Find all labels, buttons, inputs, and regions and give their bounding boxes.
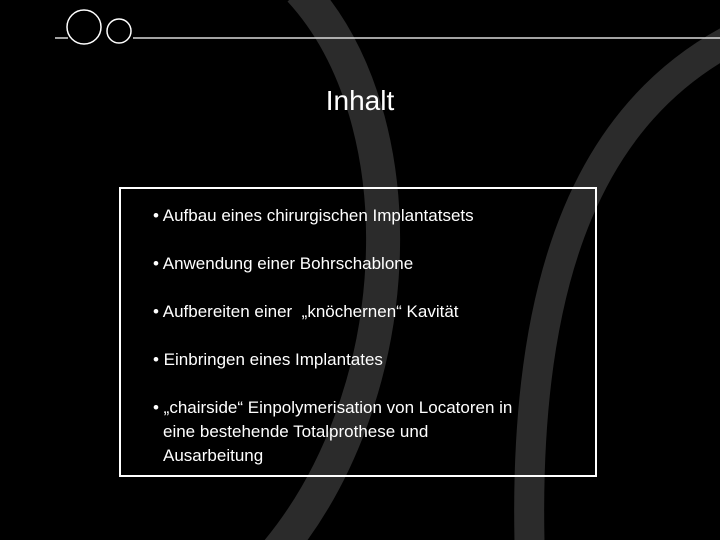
bullet-list: [153, 204, 593, 492]
bullet-item: [153, 300, 593, 324]
header-circle-small: [107, 19, 131, 43]
slide-title: Inhalt: [325, 85, 395, 116]
bullet-text: • Aufbau eines chirurgischen Implantatsets: [153, 206, 474, 225]
bullet-text-continuation: Ausarbeitung: [163, 446, 264, 465]
header-decoration: [0, 0, 720, 60]
bullet-item: [153, 348, 593, 372]
header-circle-large: [67, 10, 101, 44]
bullet-text: • Anwendung einer Bohrschablone: [153, 254, 414, 273]
bullet-item: [153, 204, 593, 228]
bullet-item: [153, 252, 593, 276]
bullet-text: • Aufbereiten einer „knöchernen“ Kavität: [153, 302, 459, 321]
bullet-text: • Einbringen eines Implantates: [153, 350, 383, 369]
bullet-text-continuation: eine bestehende Totalprothese und: [163, 422, 429, 441]
bullet-text: • „chairside“ Einpolymerisation von Locatoren in: [153, 398, 513, 417]
bullet-item: [153, 396, 593, 468]
